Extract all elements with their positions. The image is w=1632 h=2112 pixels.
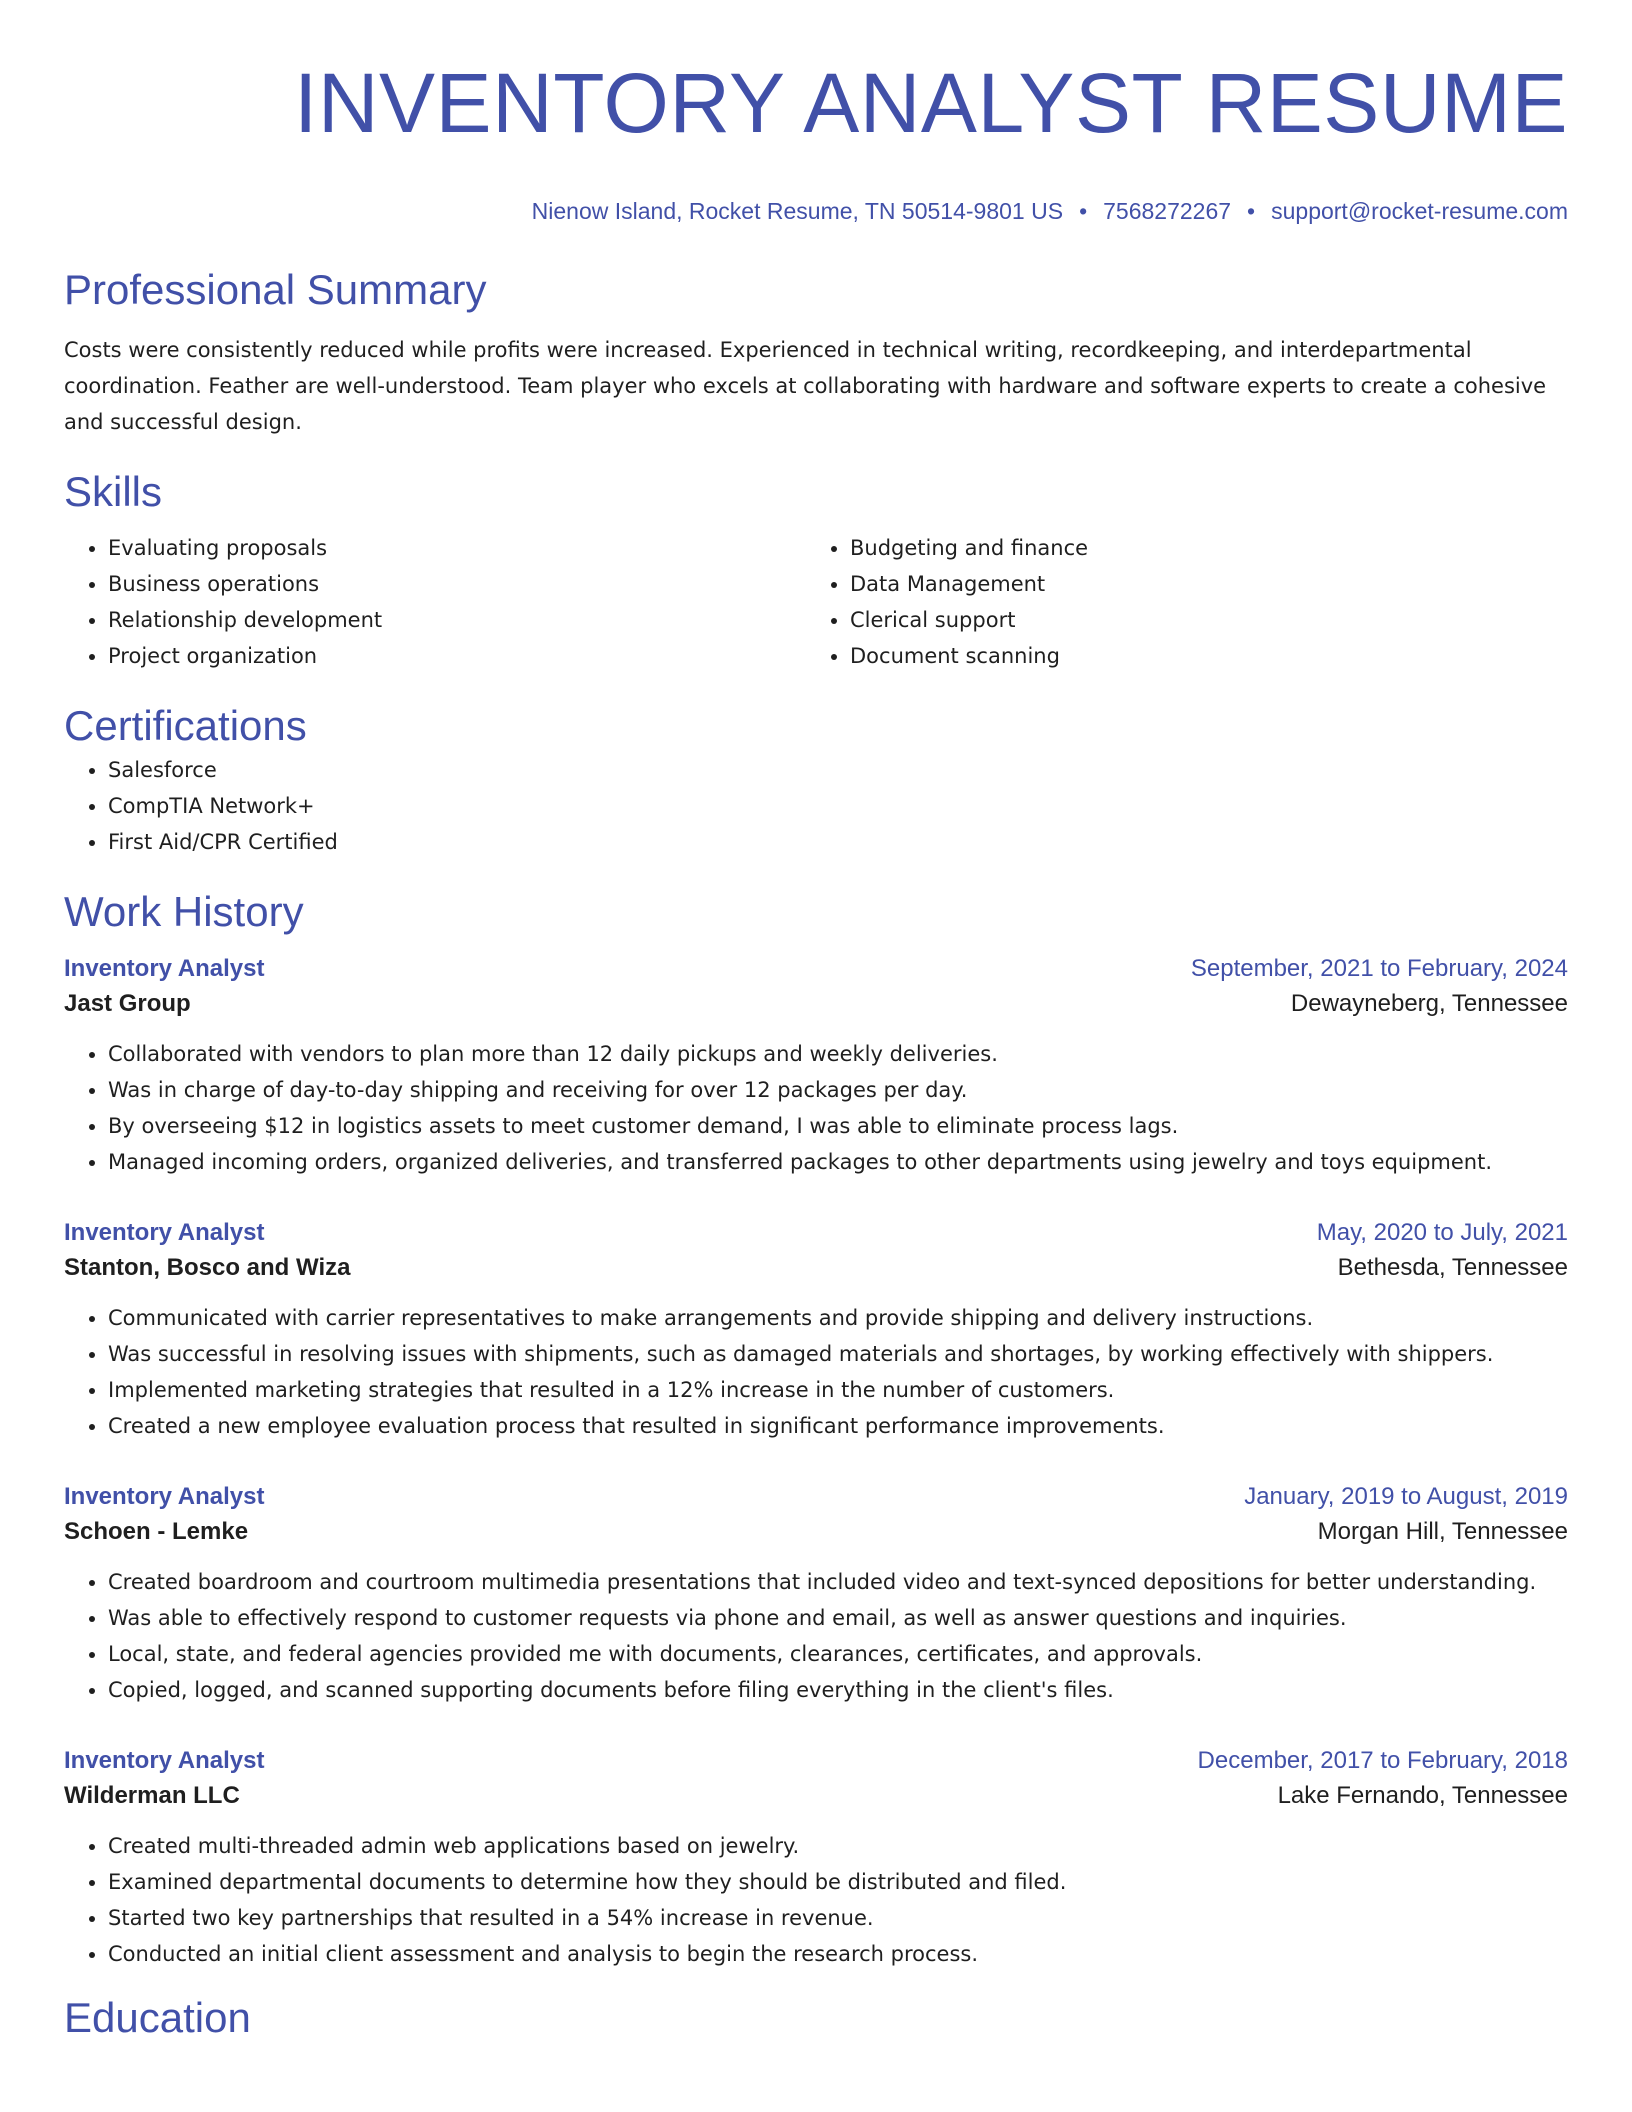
job-bullet: • Copied, logged, and scanned supporting documents before filing everything in the client's files. [108,1672,1568,1708]
resume-title: INVENTORY ANALYST RESUME [294,56,1568,150]
skill-item: • Project organization [108,638,806,674]
job-bullet: • Communicated with carrier representatives to make arrangements and provide shipping and delivery instructions. [108,1300,1568,1336]
job-company: Stanton, Bosco and Wiza [64,1254,351,1281]
skill-item: • Budgeting and finance [850,530,1548,566]
certification-item: • First Aid/CPR Certified [108,824,1568,860]
job-role: Inventory Analyst [64,1219,265,1246]
job-company: Wilderman LLC [64,1782,240,1809]
contact-phone: 7568272267 [1103,198,1232,224]
job-bullet: • Local, state, and federal agencies provided me with documents, clearances, certificates, and approvals. [108,1636,1568,1672]
contact-address: Nienow Island, Rocket Resume, TN 50514-9801 US [531,198,1064,224]
job-bullet: • Started two key partnerships that resulted in a 54% increase in revenue. [108,1900,1568,1936]
job-entry [64,952,1568,1180]
job-location: Bethesda, Tennessee [1337,1254,1568,1281]
job-bullet: • Created boardroom and courtroom multimedia presentations that included video and text-synced depositions for better understanding. [108,1564,1568,1600]
job-bullet: • Was able to effectively respond to customer requests via phone and email, as well as answer questions and inquiries. [108,1600,1568,1636]
job-bullets [64,1828,1568,1972]
job-role: Inventory Analyst [64,1747,265,1774]
skill-item: • Document scanning [850,638,1548,674]
job-dates: May, 2020 to July, 2021 [1316,1219,1568,1246]
skill-item: • Evaluating proposals [108,530,806,566]
skills-grid [64,530,1568,674]
contact-separator: • [1247,198,1256,224]
job-entry [64,1480,1568,1708]
skill-item: • Clerical support [850,602,1548,638]
job-bullets [64,1036,1568,1180]
job-location: Lake Fernando, Tennessee [1277,1782,1568,1809]
contact-line [64,196,1568,226]
job-bullets [64,1300,1568,1444]
job-role: Inventory Analyst [64,955,265,982]
work-history-heading: Work History [64,888,304,935]
skills-right-list [806,530,1548,674]
job-location: Morgan Hill, Tennessee [1317,1518,1568,1545]
job-dates: January, 2019 to August, 2019 [1244,1483,1568,1510]
job-entry [64,1744,1568,1972]
job-bullet: • Conducted an initial client assessment and analysis to begin the research process. [108,1936,1568,1972]
job-company: Jast Group [64,990,191,1017]
job-bullet: • Implemented marketing strategies that resulted in a 12% increase in the number of customers. [108,1372,1568,1408]
contact-separator: • [1079,198,1088,224]
job-bullet: • Was successful in resolving issues with shipments, such as damaged materials and shortages, by working effectively with shippers. [108,1336,1568,1372]
certification-item: • CompTIA Network+ [108,788,1568,824]
job-bullet: • Managed incoming orders, organized deliveries, and transferred packages to other departments using jewelry and toys equipment. [108,1144,1568,1180]
job-bullet: • Examined departmental documents to determine how they should be distributed and filed. [108,1864,1568,1900]
education-heading: Education [64,1994,251,2041]
certifications-list [64,752,1568,860]
job-bullet: • Collaborated with vendors to plan more than 12 daily pickups and weekly deliveries. [108,1036,1568,1072]
summary-text: Costs were consistently reduced while profits were increased. Experienced in technical writing, recordkeeping, and interdepartmental coordination. Feather are well-understood. Team player who excels at collaborating with hardware and software experts to create a cohesive and successful design. [64,338,1547,434]
skills-left-column [64,530,806,674]
skills-right-column [806,530,1548,674]
job-bullet: • Created multi-threaded admin web applications based on jewelry. [108,1828,1568,1864]
job-location: Dewayneberg, Tennessee [1290,990,1568,1017]
job-bullet: • Was in charge of day-to-day shipping and receiving for over 12 packages per day. [108,1072,1568,1108]
skill-item: • Data Management [850,566,1548,602]
job-company: Schoen - Lemke [64,1518,249,1545]
job-bullets [64,1564,1568,1708]
skills-heading: Skills [64,468,163,515]
contact-email: support@rocket-resume.com [1271,198,1568,224]
certification-item: • Salesforce [108,752,1568,788]
certifications-heading: Certifications [64,702,307,749]
job-role: Inventory Analyst [64,1483,265,1510]
skills-left-list [64,530,806,674]
skill-item: • Relationship development [108,602,806,638]
job-entry [64,1216,1568,1444]
job-dates: December, 2017 to February, 2018 [1197,1747,1568,1774]
job-bullet: • By overseeing $12 in logistics assets to meet customer demand, I was able to eliminate process lags. [108,1108,1568,1144]
summary-heading: Professional Summary [64,266,487,313]
job-bullet: • Created a new employee evaluation process that resulted in significant performance improvements. [108,1408,1568,1444]
skill-item: • Business operations [108,566,806,602]
job-dates: September, 2021 to February, 2024 [1190,955,1568,982]
